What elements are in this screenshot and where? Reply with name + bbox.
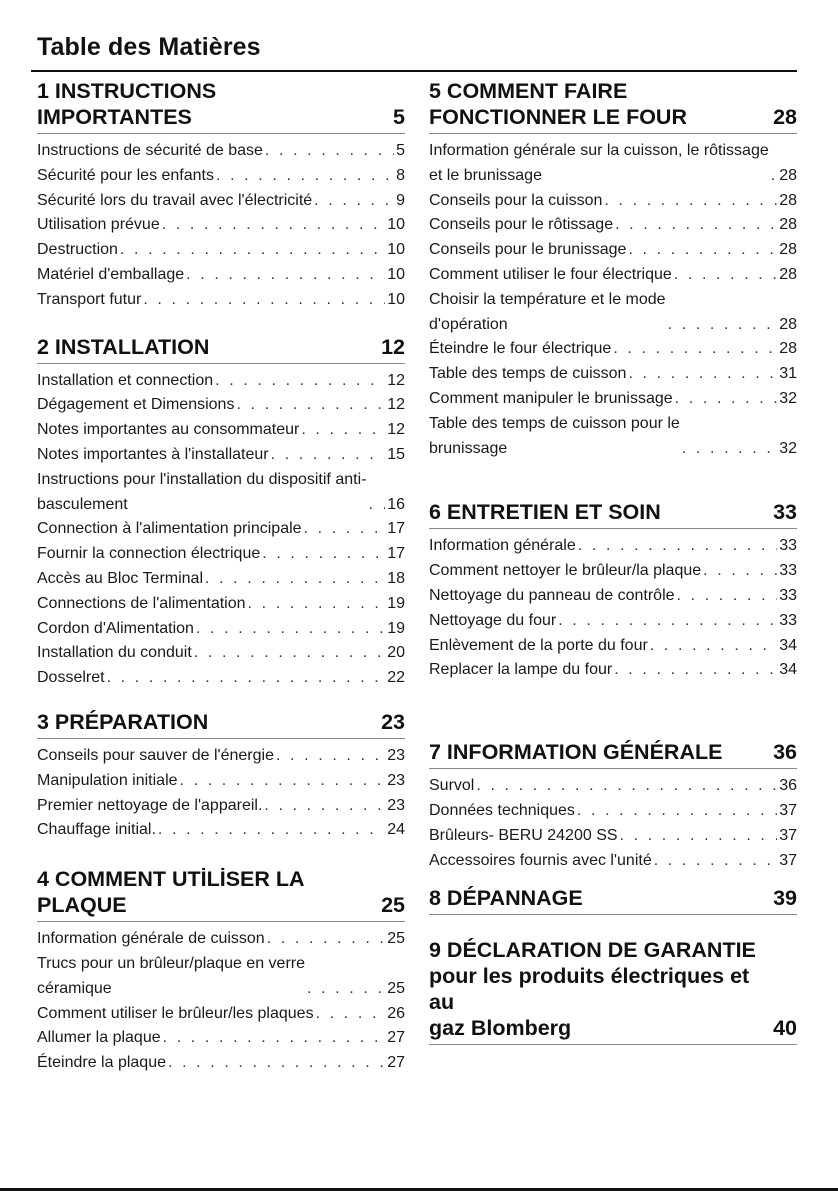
toc-section [37, 709, 405, 843]
section-heading[interactable] [429, 499, 797, 529]
toc-entry-label: Replacer la lampe du four [429, 661, 613, 679]
dot-leader [476, 774, 777, 799]
section-page-number: 39 [773, 886, 797, 911]
toc-entry-page: 15 [387, 445, 405, 463]
section-title: 2 INSTALLATION [37, 334, 210, 359]
section-page-number: 36 [773, 740, 797, 765]
section-title: 8 DÉPANNAGE [429, 886, 583, 911]
toc-entry[interactable] [37, 288, 405, 313]
toc-section [429, 78, 797, 461]
toc-entry[interactable] [37, 189, 405, 214]
toc-entry-page: 23 [387, 796, 405, 814]
dot-leader [654, 849, 777, 874]
section-page-number: 40 [773, 1016, 797, 1041]
toc-entry[interactable] [429, 824, 797, 849]
dot-leader [107, 666, 386, 691]
dot-leader [613, 337, 777, 362]
toc-entry-page: 24 [387, 821, 405, 839]
toc-entry-label: Éteindre la plaque [37, 1054, 166, 1072]
toc-entry-label: Nettoyage du panneau de contrôle [429, 586, 675, 604]
toc-entry-page: 17 [387, 545, 405, 563]
toc-entry-label: Connections de l'alimentation [37, 594, 246, 612]
toc-entry-label: Comment utiliser le brûleur/les plaques [37, 1004, 314, 1022]
toc-entry-label: Destruction [37, 241, 118, 259]
toc-entry-list [429, 774, 797, 873]
toc-entry-page: 34 [779, 636, 797, 654]
toc-entry-label: Brûleurs- BERU 24200 SS [429, 826, 618, 844]
toc-entry[interactable] [37, 1051, 405, 1076]
toc-entry-label: Survol [429, 777, 475, 795]
toc-entry[interactable] [429, 609, 797, 634]
toc-entry-page: 12 [387, 371, 405, 389]
dot-leader [577, 799, 777, 824]
toc-entry-label: Matériel d'emballage [37, 265, 185, 283]
toc-entry-label: Transport futur [37, 290, 142, 308]
title-rule [31, 70, 797, 72]
toc-entry-page: 23 [387, 771, 405, 789]
section-page-number: 33 [773, 500, 797, 525]
dot-leader [186, 263, 385, 288]
toc-entry-list [37, 369, 405, 691]
section-title: 3 PRÉPARATION [37, 709, 209, 734]
page-title: Table des Matières [37, 33, 261, 61]
toc-entry-page: 37 [779, 801, 797, 819]
section-heading[interactable] [37, 709, 405, 739]
toc-entry[interactable] [429, 584, 797, 609]
toc-entry-list [429, 139, 797, 461]
dot-leader [316, 1002, 386, 1027]
toc-entry-label: Cordon d'Alimentation [37, 619, 194, 637]
toc-entry-label: Dégagement et Dimensions [37, 396, 235, 414]
toc-entry[interactable] [37, 641, 405, 666]
toc-entry-page: 25 [387, 979, 405, 997]
toc-entry-label: Installation du conduit [37, 644, 192, 662]
toc-entry[interactable] [37, 1026, 405, 1051]
toc-entry-label: Instructions pour l'installation du dispositif anti- basculement [37, 470, 367, 513]
toc-entry[interactable] [37, 592, 405, 617]
toc-entry-page: 23 [387, 746, 405, 764]
toc-entry[interactable] [429, 658, 797, 683]
toc-entry-label: Manipulation initiale [37, 771, 178, 789]
toc-entry-label: Information générale sur la cuisson, le rôtissage et le brunissage [429, 142, 769, 184]
toc-entry-label: Chauffage initial. [37, 821, 156, 839]
section-page-number: 23 [381, 709, 405, 734]
toc-entry[interactable] [429, 263, 797, 288]
toc-entry[interactable] [37, 818, 405, 843]
toc-entry-page: 26 [387, 1004, 405, 1022]
toc-entry[interactable] [429, 412, 797, 462]
toc-entry-page: 33 [779, 562, 797, 580]
toc-section [429, 739, 797, 873]
dot-leader [158, 818, 385, 843]
toc-entry[interactable] [37, 238, 405, 263]
toc-entry-page: 27 [387, 1054, 405, 1072]
toc-entry[interactable] [37, 666, 405, 691]
toc-entry-label: Dosselret [37, 669, 105, 687]
dot-leader [578, 534, 777, 559]
toc-entry-page: 22 [387, 669, 405, 687]
toc-entry-page: 33 [779, 586, 797, 604]
section-page-number: 25 [381, 893, 405, 918]
toc-entry-page: 31 [779, 365, 797, 383]
dot-leader [628, 362, 777, 387]
toc-entry-label: Premier nettoyage de l'appareil. [37, 796, 263, 814]
dot-leader [180, 769, 386, 794]
dot-leader [215, 369, 385, 394]
toc-entry-label: Accès au Bloc Terminal [37, 569, 203, 587]
toc-entry-page: 20 [387, 644, 405, 662]
dot-leader [771, 164, 777, 189]
dot-leader [265, 139, 394, 164]
dot-leader [620, 824, 778, 849]
section-heading[interactable] [429, 739, 797, 769]
section-heading[interactable] [37, 78, 405, 134]
toc-entry[interactable] [37, 794, 405, 819]
dot-leader [196, 617, 385, 642]
toc-section [429, 937, 797, 1045]
dot-leader [264, 794, 385, 819]
dot-leader [216, 164, 394, 189]
toc-entry-page: 36 [779, 777, 797, 795]
toc-entry-list [37, 139, 405, 313]
toc-entry-label: Conseils pour le rôtissage [429, 216, 614, 234]
toc-entry[interactable] [37, 263, 405, 288]
toc-entry-page: 28 [779, 216, 797, 234]
toc-entry[interactable] [429, 387, 797, 412]
toc-entry[interactable] [429, 337, 797, 362]
toc-entry-page: 17 [387, 520, 405, 538]
toc-entry-label: Éteindre le four électrique [429, 340, 612, 358]
toc-entry-list [37, 744, 405, 843]
toc-entry-label: Sécurité pour les enfants [37, 166, 214, 184]
toc-right-column [429, 78, 797, 1045]
dot-leader [558, 609, 777, 634]
toc-entry[interactable] [429, 288, 797, 338]
section-heading[interactable] [429, 937, 797, 1045]
toc-entry-label: Allumer la plaque [37, 1029, 161, 1047]
section-page-number: 28 [773, 105, 797, 129]
dot-leader [276, 744, 385, 769]
toc-entry-page: 32 [779, 439, 797, 457]
dot-leader [143, 288, 385, 313]
toc-entry-page: 27 [387, 1029, 405, 1047]
toc-entry-page: 9 [396, 191, 405, 209]
toc-entry-label: Conseils pour la cuisson [429, 191, 603, 209]
toc-entry-label: Instructions de sécurité de base [37, 142, 263, 159]
section-title: 6 ENTRETIEN ET SOIN [429, 500, 661, 525]
toc-entry[interactable] [429, 139, 797, 189]
toc-section [429, 885, 797, 915]
dot-leader [248, 592, 386, 617]
toc-entry-label: Comment nettoyer le brûleur/la plaque [429, 562, 702, 580]
toc-entry[interactable] [37, 952, 405, 1002]
toc-entry-label: Notes importantes à l'installateur [37, 445, 269, 463]
toc-entry-label: Nettoyage du four [429, 611, 557, 629]
dot-leader [674, 263, 777, 288]
toc-entry-label: Installation et connection [37, 371, 214, 389]
toc-entry-page: 10 [387, 265, 405, 283]
toc-entry[interactable] [429, 774, 797, 799]
toc-entry-label: Comment utiliser le four électrique [429, 265, 672, 283]
toc-entry-page: 16 [387, 495, 405, 513]
toc-entry-page: 18 [387, 569, 405, 587]
toc-entry-label: Conseils pour le brunissage [429, 241, 627, 259]
toc-entry-label: Table des temps de cuisson [429, 365, 627, 383]
dot-leader [307, 977, 385, 1002]
toc-entry[interactable] [37, 1002, 405, 1027]
toc-entry[interactable] [429, 799, 797, 824]
section-heading[interactable] [429, 885, 797, 915]
toc-entry-label: Connection à l'alimentation principale [37, 520, 302, 538]
toc-section [37, 866, 405, 1076]
toc-entry[interactable] [37, 567, 405, 592]
toc-entry[interactable] [37, 468, 405, 518]
toc-section [37, 334, 405, 691]
toc-entry-label: Choisir la température et le mode d'opération [429, 290, 666, 333]
section-title: 9 DÉCLARATION DE GARANTIE pour les produits électriques et au gaz Blomberg [429, 938, 756, 1041]
toc-entry-page: 10 [387, 216, 405, 234]
toc-entry[interactable] [37, 139, 405, 164]
dot-leader [615, 213, 777, 238]
dot-leader [614, 658, 777, 683]
toc-entry[interactable] [37, 542, 405, 567]
section-title: 4 COMMENT UTİLİSER LA PLAQUE [37, 867, 305, 918]
toc-entry-label: Conseils pour sauver de l'énergie [37, 746, 274, 764]
toc-entry-page: 37 [779, 851, 797, 869]
section-title: 5 COMMENT FAIRE FONCTIONNER LE FOUR [429, 79, 687, 129]
section-page-number: 5 [393, 105, 405, 129]
dot-leader [301, 418, 385, 443]
dot-leader [668, 313, 778, 338]
dot-leader [304, 517, 386, 542]
toc-entry-page: 28 [779, 191, 797, 209]
toc-entry-page: 28 [779, 166, 797, 184]
dot-leader [650, 634, 777, 659]
toc-entry-page: 37 [779, 826, 797, 844]
toc-entry-page: 8 [396, 166, 405, 184]
toc-entry[interactable] [429, 559, 797, 584]
toc-entry-page: 10 [387, 290, 405, 308]
toc-entry-page: 28 [779, 265, 797, 283]
toc-entry[interactable] [37, 443, 405, 468]
toc-entry-page: 19 [387, 594, 405, 612]
toc-entry[interactable] [429, 238, 797, 263]
toc-entry[interactable] [429, 362, 797, 387]
toc-entry-label: Fournir la connection électrique [37, 545, 261, 563]
dot-leader [163, 1026, 386, 1051]
toc-entry[interactable] [37, 418, 405, 443]
toc-entry[interactable] [429, 213, 797, 238]
dot-leader [682, 437, 777, 462]
section-title: 7 INFORMATION GÉNÉRALE [429, 740, 723, 765]
dot-leader [267, 927, 386, 952]
toc-entry[interactable] [429, 634, 797, 659]
toc-entry-page: 32 [779, 389, 797, 407]
toc-entry[interactable] [37, 617, 405, 642]
toc-entry-page: 12 [387, 421, 405, 439]
toc-entry-page: 28 [779, 315, 797, 333]
toc-entry-label: Information générale de cuisson [37, 930, 265, 948]
toc-entry-list [37, 927, 405, 1076]
dot-leader [205, 567, 385, 592]
toc-entry-page: 28 [779, 241, 797, 259]
toc-entry[interactable] [37, 393, 405, 418]
dot-leader [703, 559, 777, 584]
dot-leader [168, 1051, 385, 1076]
toc-entry-label: Utilisation prévue [37, 216, 160, 234]
dot-leader [628, 238, 777, 263]
toc-entry-label: Accessoires fournis avec l'unité [429, 851, 652, 869]
dot-leader [314, 189, 394, 214]
section-title: 1 INSTRUCTIONS IMPORTANTES [37, 79, 217, 129]
dot-leader [194, 641, 385, 666]
toc-section [37, 78, 405, 313]
dot-leader [120, 238, 385, 263]
toc-left-column [37, 78, 405, 1076]
toc-entry[interactable] [429, 849, 797, 874]
toc-section [429, 499, 797, 683]
section-page-number: 12 [381, 334, 405, 359]
toc-entry[interactable] [37, 213, 405, 238]
toc-entry-label: Données techniques [429, 801, 575, 819]
toc-entry[interactable] [37, 769, 405, 794]
dot-leader [262, 542, 385, 567]
dot-leader [162, 213, 385, 238]
toc-entry-list [429, 534, 797, 683]
toc-entry-label: Information générale [429, 537, 576, 555]
toc-entry-page: 25 [387, 930, 405, 948]
toc-entry-page: 33 [779, 611, 797, 629]
toc-entry[interactable] [429, 534, 797, 559]
toc-entry-page: 12 [387, 396, 405, 414]
toc-entry-page: 34 [779, 661, 797, 679]
toc-entry-page: 28 [779, 340, 797, 358]
section-heading[interactable] [37, 334, 405, 364]
toc-entry[interactable] [37, 517, 405, 542]
toc-entry[interactable] [37, 369, 405, 394]
dot-leader [368, 493, 385, 518]
dot-leader [604, 189, 777, 214]
toc-entry[interactable] [37, 744, 405, 769]
toc-entry-label: Enlèvement de la porte du four [429, 636, 648, 654]
dot-leader [677, 584, 778, 609]
toc-entry-page: 10 [387, 241, 405, 259]
toc-entry-page: 33 [779, 537, 797, 555]
dot-leader [675, 387, 778, 412]
toc-entry-label: Trucs pour un brûleur/plaque en verre céramique [37, 954, 305, 997]
toc-entry-page: 5 [396, 142, 405, 159]
section-heading[interactable] [429, 78, 797, 134]
toc-entry[interactable] [37, 164, 405, 189]
toc-entry-label: Table des temps de cuisson pour le brunissage [429, 414, 680, 457]
toc-entry-label: Sécurité lors du travail avec l'électricité [37, 191, 313, 209]
toc-entry-label: Notes importantes au consommateur [37, 421, 300, 439]
toc-entry[interactable] [429, 189, 797, 214]
section-heading[interactable] [37, 866, 405, 922]
dot-leader [271, 443, 386, 468]
toc-entry-label: Comment manipuler le brunissage [429, 389, 673, 407]
toc-entry[interactable] [37, 927, 405, 952]
dot-leader [236, 393, 385, 418]
toc-entry-page: 19 [387, 619, 405, 637]
